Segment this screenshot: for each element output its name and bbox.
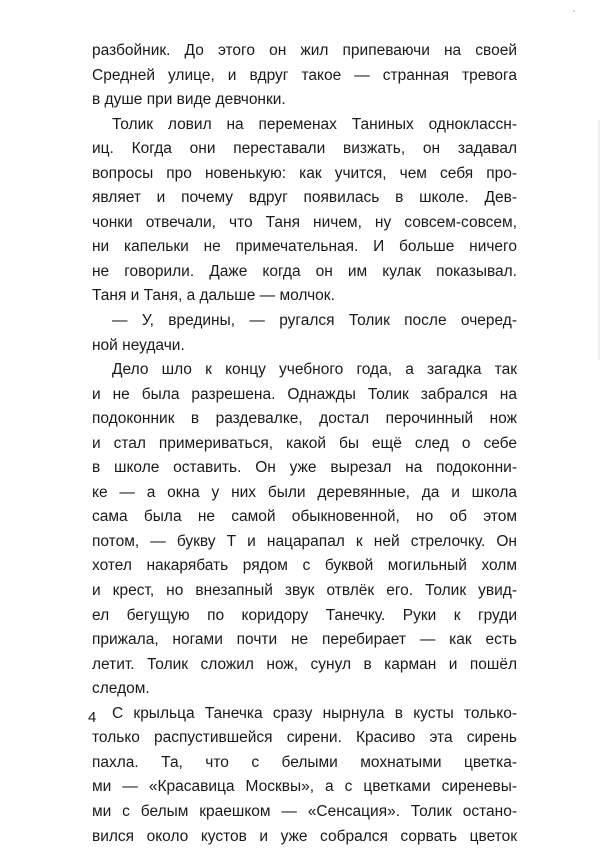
text-line: потом, — букву Т и нацарапал к ней стрелочку. Он	[92, 530, 517, 555]
text-line: не говорили. Даже когда он им кулак показывал.	[92, 260, 517, 285]
text-line: летит. Толик сложил нож, сунул в карман и пошёл	[92, 653, 517, 678]
text-line: Средней улице, и вдруг такое — странная тревога	[92, 64, 517, 89]
text-line: и не была разрешена. Однажды Толик забрался на	[92, 383, 517, 408]
text-line: ми — «Красавица Москвы», а с цветками сиреневы-	[92, 775, 517, 800]
text-line: пахла. Та, что с белыми мохнатыми цветка-	[92, 751, 517, 776]
text-line: разбойник. До этого он жил припеваючи на своей	[92, 39, 517, 64]
text-line: ке — а окна у них были деревянные, да и школа	[92, 481, 517, 506]
text-line: вопросы про новенькую: как учится, чем себя про-	[92, 162, 517, 187]
body-text	[92, 39, 517, 849]
text-line: хотел накарябать рядом с буквой могильный холм	[92, 554, 517, 579]
text-line: сама была не самой обыкновенной, но об этом	[92, 505, 517, 530]
text-line: Толик ловил на переменах Таниных одноклассн-	[92, 113, 517, 138]
paper-speck	[573, 10, 575, 12]
text-line: Таня и Таня, а дальше — молчок.	[92, 284, 517, 309]
text-line: чонки отвечали, что Таня ничем, ну совсем-совсем,	[92, 211, 517, 236]
text-line: Дело шло к концу учебного года, а загадка так	[92, 358, 517, 383]
text-line: ми с белым краешком — «Сенсация». Толик остано-	[92, 800, 517, 825]
text-line: прижала, ногами почти не перебирает — как есть	[92, 628, 517, 653]
text-line: иц. Когда они переставали визжать, он задавал	[92, 137, 517, 162]
text-line: вился около кустов и уже собрался сорвать цветок	[92, 825, 517, 849]
text-line: и стал примериваться, какой бы ещё след о себе	[92, 432, 517, 457]
text-line: — У, вредины, — ругался Толик после очеред-	[92, 309, 517, 334]
text-line: в душе при виде девчонки.	[92, 88, 517, 113]
text-line: ел бегущую по коридору Танечку. Руки к груди	[92, 604, 517, 629]
text-line: С крыльца Танечка сразу нырнула в кусты только-	[92, 702, 517, 727]
page-number: 4	[88, 709, 96, 727]
text-line: следом.	[92, 677, 517, 702]
text-line: и крест, но внезапный звук отвлёк его. Толик увид-	[92, 579, 517, 604]
text-line: ни капельки не примечательная. И больше ничего	[92, 235, 517, 260]
text-line: в школе оставить. Он уже вырезал на подоконни-	[92, 456, 517, 481]
text-line: ной неудачи.	[92, 334, 517, 359]
text-line: только распустившейся сирени. Красиво эта сирень	[92, 726, 517, 751]
text-line: являет и почему вдруг появилась в школе. Дев-	[92, 186, 517, 211]
text-line: подоконник в раздевалке, достал перочинный нож	[92, 407, 517, 432]
